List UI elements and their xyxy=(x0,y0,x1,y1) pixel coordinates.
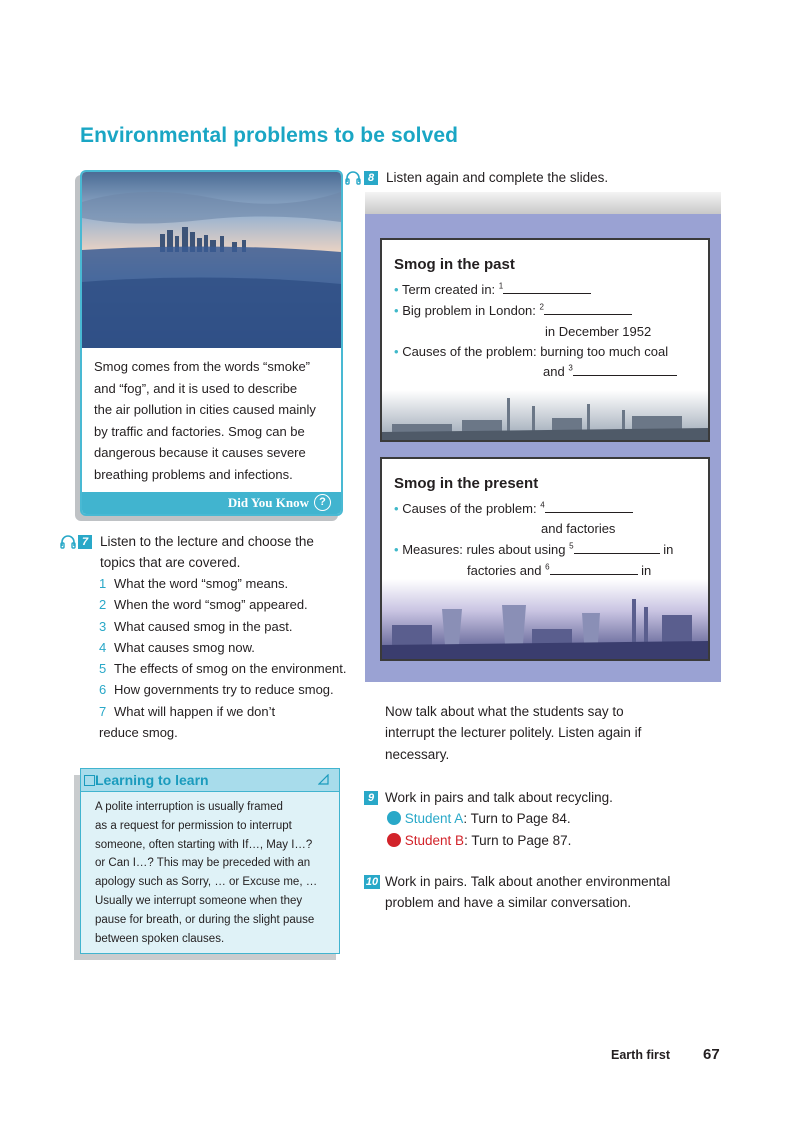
task-7-badge: 7 xyxy=(78,535,92,549)
factory-image xyxy=(382,579,708,659)
headphones-icon xyxy=(60,535,76,549)
slide-present-causes: • Causes of the problem: $^4$ xyxy=(394,500,633,516)
learning-to-learn-box xyxy=(80,768,340,954)
smog-city-photo xyxy=(82,172,341,348)
talk-instruction: Now talk about what the students say to interrupt the lecturer politely. Listen again if necessary. xyxy=(385,704,642,762)
did-you-know-label: Did You Know xyxy=(227,495,309,510)
slide-past-causes-cont: and $^3$ xyxy=(543,363,677,379)
slide-present-causes-cont: and factories xyxy=(541,521,616,536)
task-9-instruction: Work in pairs and talk about recycling. xyxy=(385,790,613,805)
question-icon: ? xyxy=(314,494,331,511)
list-item: 4 What causes smog now. xyxy=(99,639,255,655)
slide-present-title: Smog in the present xyxy=(394,475,539,492)
page-number: 67 xyxy=(703,1046,720,1063)
slide-past-term: • Term created in: $^1$ xyxy=(394,281,591,297)
task-10-instruction: Work in pairs. Talk about another environmental problem and have a similar conversation. xyxy=(385,874,671,911)
list-item-continuation: reduce smog. xyxy=(99,725,178,741)
task-9-badge: 9 xyxy=(364,791,378,805)
task-7-instruction: Listen to the lecture and choose the topics that are covered. xyxy=(100,534,314,570)
slide-past xyxy=(380,238,710,442)
student-b-icon xyxy=(387,833,401,847)
did-you-know-footer xyxy=(82,492,341,514)
slide-past-big-problem: • Big problem in London: $^2$ xyxy=(394,302,632,318)
learning-box-heading: Learning to learn xyxy=(95,772,209,788)
task-8-badge: 8 xyxy=(364,171,378,185)
slides-toolbar xyxy=(365,192,721,214)
slide-present-factories: factories and $^6$ in xyxy=(467,562,652,578)
slide-past-causes: • Causes of the problem: burning too much coal xyxy=(394,344,669,359)
page-title: Environmental problems to be solved xyxy=(80,124,459,147)
slide-present-measures: • Measures: rules about using $^5$ in xyxy=(394,541,674,557)
student-a-icon xyxy=(387,811,401,825)
list-item: 2 When the word “smog” appeared. xyxy=(99,597,308,613)
learning-box-header xyxy=(81,769,339,792)
task-8-instruction: Listen again and complete the slides. xyxy=(386,170,609,185)
did-you-know-text: Smog comes from the words “smoke” and “fog”, and it is used to describe the air pollution in cities caused mainly by traffic and factories. Smog can be dangerous because it causes severe breathing problems and infections. xyxy=(94,359,316,482)
learning-box-text: A polite interruption is usually framed as a request for permission to interrupt someone, often starting with If…, May I…? or Can I…? This may be preceded with an apology such as Sorry, … or Excuse me, … Usually we interrupt someone when they pause for breath, or during the slight pause between spoken clauses. xyxy=(95,801,318,945)
list-item: 5 The effects of smog on the environment. xyxy=(99,661,347,677)
slide-present xyxy=(380,457,710,661)
section-label: Earth first xyxy=(611,1048,671,1062)
list-item: 3 What caused smog in the past. xyxy=(99,618,293,634)
slide-past-title: Smog in the past xyxy=(394,256,515,273)
corner-triangle-icon xyxy=(318,774,329,785)
slides-panel xyxy=(365,192,721,682)
topics-list xyxy=(99,573,349,743)
slide-past-date: in December 1952 xyxy=(545,324,652,339)
did-you-know-box xyxy=(80,170,343,516)
headphones-icon xyxy=(345,171,361,185)
task-10-badge: 10 xyxy=(365,876,379,888)
student-a-line: Student A: Turn to Page 84. xyxy=(387,808,571,829)
student-b-line: Student B: Turn to Page 87. xyxy=(387,830,571,851)
industrial-skyline-image xyxy=(382,390,708,440)
checkbox-icon xyxy=(84,775,95,786)
list-item: 7 What will happen if we don’t xyxy=(99,703,276,719)
list-item: 1 What the word “smog” means. xyxy=(99,576,289,591)
list-item: 6 How governments try to reduce smog. xyxy=(99,682,334,698)
